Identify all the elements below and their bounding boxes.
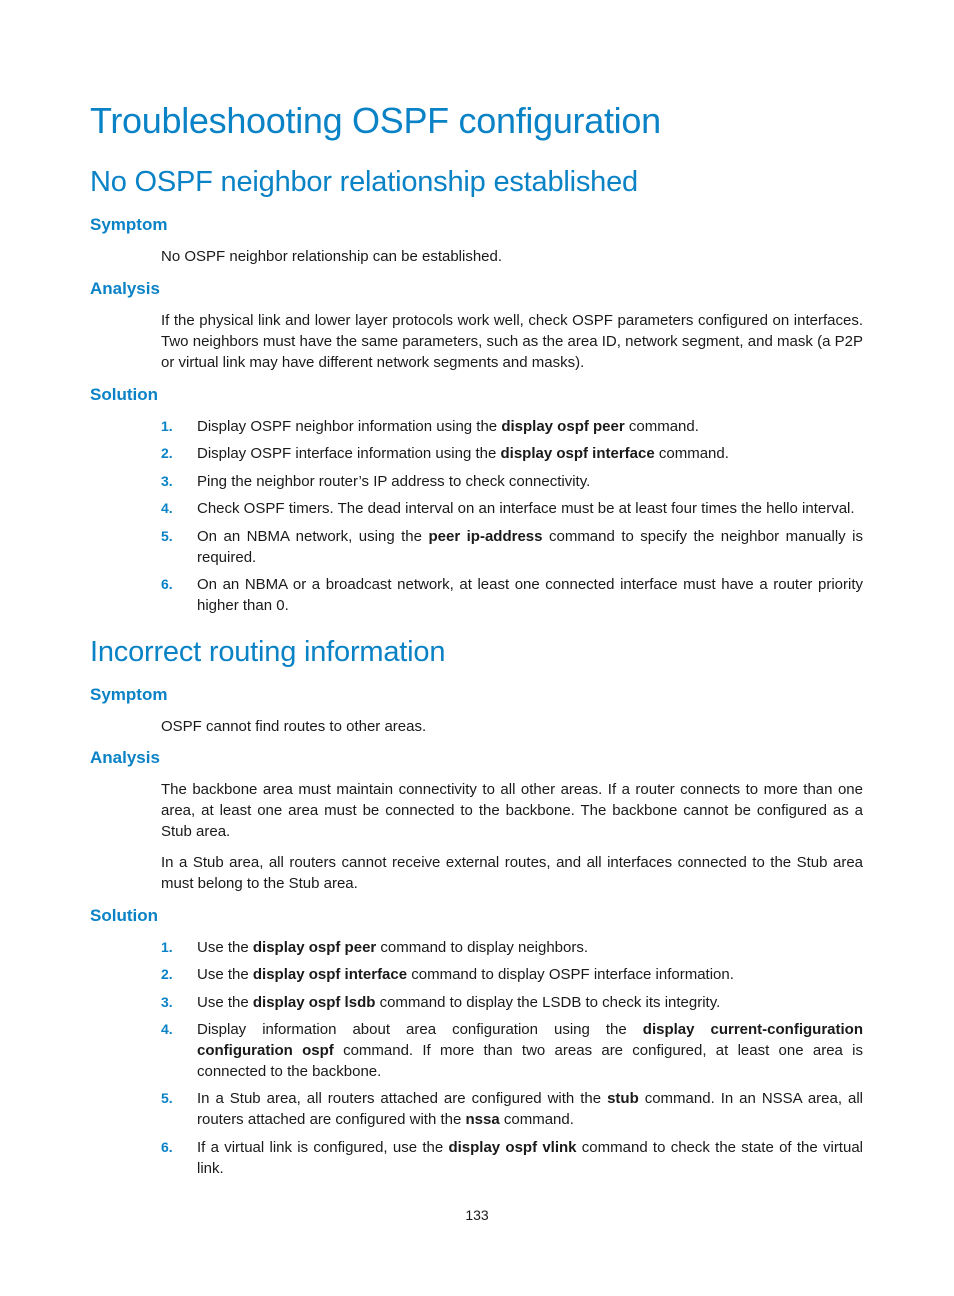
analysis-heading-1: Analysis [90, 279, 160, 298]
solution-heading-1: Solution [90, 385, 158, 404]
solution-list-2 [161, 937, 863, 1179]
analysis-text-1: If the physical link and lower layer protocols work well, check OSPF parameters configured on interfaces. Two neighbors must have the same parameters, such as the area ID, network segment, and mask (a P2P or virtual link may have different network segments and masks). [161, 312, 863, 371]
symptom-heading-2: Symptom [90, 685, 168, 704]
list-item: 1. Use the display ospf peer command to display neighbors. [161, 939, 589, 956]
symptom-text-1: No OSPF neighbor relationship can be established. [161, 248, 503, 265]
list-item: 5. In a Stub area, all routers attached are configured with the stub command. In an NSSA area, all routers attached are configured with the nssa command. [161, 1090, 863, 1128]
list-item: 2. Use the display ospf interface command to display OSPF interface information. [161, 966, 734, 983]
analysis-text-2a: The backbone area must maintain connectivity to all other areas. If a router connects to more than one area, at least one area must be connected to the backbone. The backbone cannot be configured as a Stub area. [161, 781, 863, 840]
list-item: 1. Display OSPF neighbor information using the display ospf peer command. [161, 418, 699, 435]
symptom-text-2: OSPF cannot find routes to other areas. [161, 718, 427, 735]
page-number: 133 [465, 1207, 489, 1223]
analysis-text-2b: In a Stub area, all routers cannot receive external routes, and all interfaces connected to the Stub area must belong to the Stub area. [161, 854, 863, 892]
symptom-heading-1: Symptom [90, 215, 168, 234]
solution-heading-2: Solution [90, 906, 158, 925]
analysis-heading-2: Analysis [90, 748, 160, 767]
list-item: 5. On an NBMA network, using the peer ip-address command to specify the neighbor manually is required. [161, 528, 863, 566]
list-item: 3. Use the display ospf lsdb command to display the LSDB to check its integrity. [161, 994, 721, 1011]
section-heading-no-neighbor: No OSPF neighbor relationship established [90, 166, 638, 198]
list-item: 3. Ping the neighbor router’s IP address to check connectivity. [161, 473, 591, 490]
list-item: 4. Check OSPF timers. The dead interval on an interface must be at least four times the hello interval. [161, 500, 855, 517]
list-item: 4. Display information about area configuration using the display current-configuration configuration ospf command. If more than two areas are configured, at least one area is connected to the backbone. [161, 1021, 864, 1080]
list-item: 6. If a virtual link is configured, use the display ospf vlink command to check the state of the virtual link. [161, 1139, 863, 1177]
list-item: 6. On an NBMA or a broadcast network, at least one connected interface must have a router priority higher than 0. [161, 576, 863, 614]
section-heading-incorrect-routing: Incorrect routing information [90, 636, 446, 668]
solution-list-1 [161, 416, 863, 616]
list-item: 2. Display OSPF interface information using the display ospf interface command. [161, 445, 729, 462]
page-title: Troubleshooting OSPF configuration [90, 100, 661, 141]
